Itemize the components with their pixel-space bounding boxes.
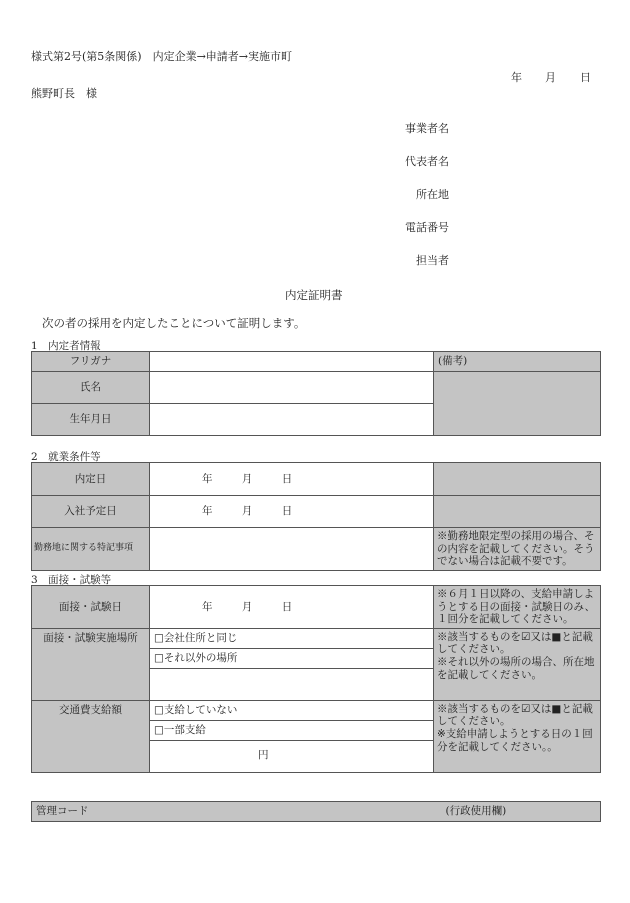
section3-heading: 3 面接・試験等 xyxy=(31,574,112,586)
join-date-year: 年 xyxy=(202,505,213,518)
offer-date-month: 月 xyxy=(241,472,253,485)
interview-date-note: ※６月１日以降の、支給申請しようとする日の面接・試験日のみ、１回分を記載してください。 xyxy=(434,586,601,629)
birthdate-field[interactable] xyxy=(150,404,434,436)
furigana-label: フリガナ xyxy=(32,352,150,372)
date-month: 月 xyxy=(545,71,556,84)
join-date-field[interactable] xyxy=(150,496,434,528)
offer-date-label: 内定日 xyxy=(32,463,150,496)
section1-heading: 1 内定者情報 xyxy=(31,340,101,352)
venue-field xyxy=(150,628,434,700)
interview-date-year: 年 xyxy=(202,600,213,613)
interview-date-day: 日 xyxy=(281,600,293,613)
phone-label: 電話番号 xyxy=(405,221,449,234)
date-year: 年 xyxy=(511,71,522,84)
travel-option-partial[interactable]: □一部支給 xyxy=(150,720,433,740)
travel-label: 交通費支給額 xyxy=(32,700,150,772)
travel-note: ※該当するものを☑又は■と記載してください。 ※支給申請しようとする日の１回分を記載してください。。 xyxy=(434,700,601,772)
date-day: 日 xyxy=(580,71,591,84)
join-date-month: 月 xyxy=(241,505,253,518)
interview-date-month: 月 xyxy=(241,600,253,613)
management-code-label: 管理コード xyxy=(32,802,434,822)
addressee: 熊野町長 様 xyxy=(31,87,97,100)
section2-heading: 2 就業条件等 xyxy=(31,451,101,463)
remarks-label: (備考) xyxy=(434,352,601,372)
travel-unit: 円 xyxy=(258,749,269,762)
workplace-note: ※勤務地限定型の採用の場合、その内容を記載してください。そうでない場合は記載不要です。 xyxy=(434,528,601,571)
section3-table xyxy=(31,585,601,773)
address-label: 所在地 xyxy=(416,188,449,201)
travel-field xyxy=(150,700,434,772)
interview-date-label: 面接・試験日 xyxy=(32,586,150,629)
join-date-remarks xyxy=(434,496,601,528)
page-title: 内定証明書 xyxy=(285,288,343,302)
name-label: 氏名 xyxy=(32,372,150,404)
section1-table xyxy=(31,351,601,436)
venue-option-other[interactable]: □それ以外の場所 xyxy=(150,648,433,668)
name-field[interactable] xyxy=(150,372,434,404)
representative-label: 代表者名 xyxy=(405,155,449,168)
venue-note: ※該当するものを☑又は■と記載してください。 ※それ以外の場所の場合、所在地を記載してください。 xyxy=(434,628,601,700)
interview-date-field[interactable] xyxy=(150,586,434,629)
travel-option-none[interactable]: □支給していない xyxy=(150,701,433,721)
venue-label: 面接・試験実施場所 xyxy=(32,628,150,700)
section2-table xyxy=(31,462,601,571)
birthdate-label: 生年月日 xyxy=(32,404,150,436)
footer-table xyxy=(31,801,601,822)
admin-use-label: (行政使用欄) xyxy=(434,802,601,822)
venue-other-address[interactable] xyxy=(150,668,433,699)
offer-date-year: 年 xyxy=(202,472,213,485)
offer-date-day: 日 xyxy=(281,472,293,485)
intro-text: 次の者の採用を内定したことについて証明します。 xyxy=(42,316,306,330)
workplace-label: 勤務地に関する特記事項 xyxy=(32,528,150,571)
offer-date-remarks xyxy=(434,463,601,496)
workplace-field[interactable] xyxy=(150,528,434,571)
form-label: 様式第2号(第5条関係) 内定企業→申請者→実施市町 xyxy=(31,50,293,63)
travel-amount[interactable] xyxy=(150,740,433,771)
furigana-field[interactable] xyxy=(150,352,434,372)
offer-date-field[interactable] xyxy=(150,463,434,496)
contact-person-label: 担当者 xyxy=(416,254,449,267)
venue-option-same[interactable]: □会社住所と同じ xyxy=(150,629,433,649)
business-name-label: 事業者名 xyxy=(405,122,449,135)
join-date-label: 入社予定日 xyxy=(32,496,150,528)
remarks-field[interactable] xyxy=(434,372,601,436)
join-date-day: 日 xyxy=(281,505,293,518)
